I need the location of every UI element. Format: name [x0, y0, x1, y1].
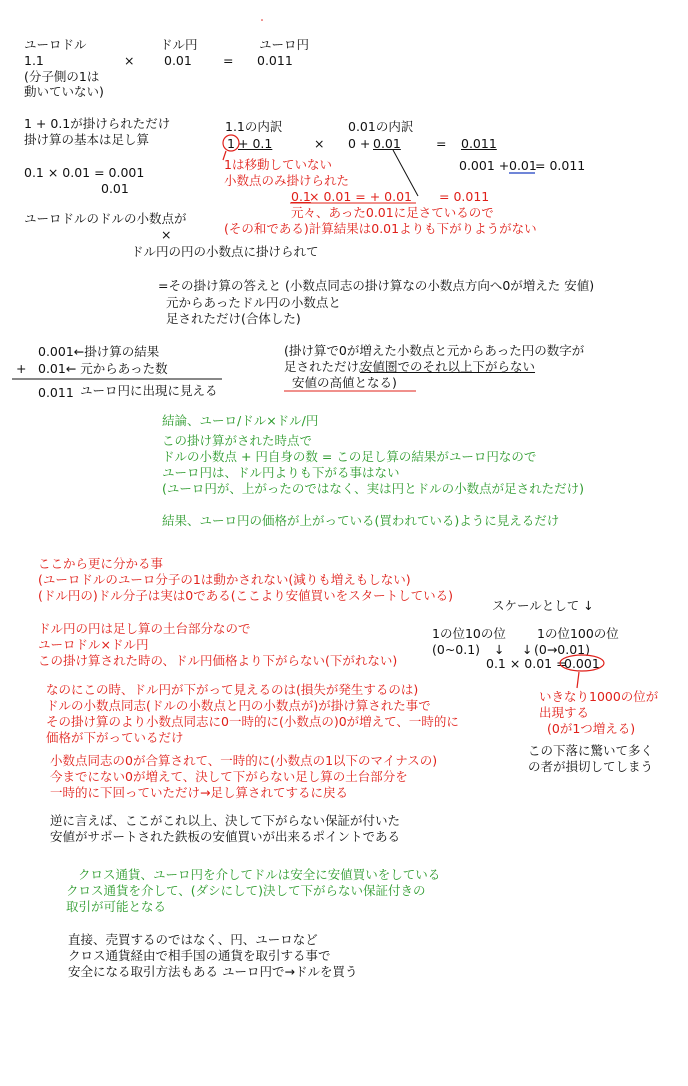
scale-loss-line2: の者が損切してしまう: [528, 759, 654, 774]
numerator-note-line2: 動いていない): [24, 84, 104, 99]
further-line2: (ユーロドルのユーロ分子の1は動かされない(減りも増えもしない): [38, 572, 411, 587]
further-line1: ここから更に分かる事: [38, 556, 164, 571]
answer-line3: 足されただけ(合体した): [166, 311, 301, 326]
equals-sign: =: [223, 53, 234, 68]
scale-result-circle: [560, 655, 604, 671]
conversely-line1: 逆に言えば、ここがこれ以上、決して下がらない保証が付いた: [50, 813, 401, 828]
scale-note1: いきなり1000の位が: [539, 689, 659, 704]
loss-line5: 小数点同志の0が合算されて、一時的に(小数点の1以下のマイナスの): [50, 753, 438, 768]
note-mult-expr: × 0.01 = + 0.01: [309, 189, 412, 204]
breakdown-equals: =: [436, 136, 447, 151]
times-sign: ×: [124, 53, 135, 68]
addition-line1: 0.001←掛け算の結果: [38, 344, 160, 359]
circle-one-arrow: [223, 151, 226, 160]
conclusion-line1: 結論、ユーロ/ドル×ドル/円: [162, 413, 319, 428]
breakdown-zero-plus: 0 +: [348, 136, 371, 151]
sum-part-b: 0.01: [509, 158, 537, 173]
scale-header-right: 1の位100の位: [537, 626, 619, 641]
breakdown-plus-0-1: + 0.1: [238, 136, 273, 151]
scale-header-left: 1の位10の位: [432, 626, 506, 641]
addition-result-note: ユーロ円に出現に見える: [80, 383, 218, 398]
numerator-note-line1: (分子側の1は: [24, 69, 100, 84]
scale-range-right: (0→0.01): [534, 642, 591, 657]
addition-line2: 0.01← 元からあった数: [38, 361, 168, 376]
conclusion-line6: 結果、ユーロ円の価格が上がっている(買われている)ように見えるだけ: [162, 513, 560, 528]
scale-arrow-left: ↓: [494, 642, 505, 657]
direct-line1: 直接、売買するのではなく、円、ユーロなど: [68, 932, 318, 947]
paren-note-line2b: 安値圏でのそれ以上下がらない: [360, 359, 536, 374]
answer-line1: =その掛け算の答えと (小数点同志の掛け算なの小数点方向へ0が増えた 安値): [158, 278, 595, 293]
direct-line2: クロス通貨経由で相手国の通貨を取引する事で: [68, 948, 331, 963]
addition-result: 0.011: [38, 385, 74, 400]
addition-plus: +: [16, 361, 27, 376]
dot-line2: ドル円の円の小数点に掛けられて: [131, 244, 319, 259]
note-cannot-fall: (その和である)計算結果は0.01よりも下がりようがない: [224, 221, 537, 236]
scale-result: 0.001: [564, 656, 600, 671]
loss-line3: その掛け算のより小数点同志に0一時的に(小数点の)0が増えて、一時的に: [46, 714, 459, 729]
further-line6: この掛け算された時の、ドル円価格より下がらない(下がれない): [38, 653, 398, 668]
note-not-moved: 1は移動していない: [224, 157, 332, 172]
breakdown-result: 0.011: [461, 136, 497, 151]
breakdown-0-01-title: 0.01の内訳: [348, 119, 414, 134]
calc-line2: 0.01: [101, 181, 129, 196]
further-line3: (ドル円の)ドル分子は実は0である(ここより安値買いをスタートしている): [38, 588, 453, 603]
conversely-line2: 安値がサポートされた鉄板の安値買いが出来るポイントである: [50, 829, 401, 844]
note-added: 元々、あった0.01に足さているので: [291, 205, 494, 220]
scale-range-left: (0~0.1): [432, 642, 481, 657]
link-0-01-line: [393, 150, 418, 196]
breakdown-one: 1: [227, 136, 235, 151]
scale-loss-line1: この下落に驚いて多く: [528, 743, 654, 758]
value-usdjpy: 0.01: [164, 53, 192, 68]
mult-caption-line1: 1 + 0.1が掛けられただけ: [24, 116, 171, 131]
scale-equation: 0.1 × 0.01 =: [486, 656, 567, 671]
paren-note-line3: 安値の高値となる): [292, 375, 397, 390]
scale-title: スケールとして ↓: [492, 598, 594, 613]
breakdown-times: ×: [314, 136, 325, 151]
note-mult-result: = 0.011: [439, 189, 490, 204]
header-eurusd: ユーロドル: [24, 37, 87, 52]
loss-line1: なのにこの時、ドル円が下がって見えるのは(損失が発生するのは): [46, 682, 419, 697]
scale-arrow-right: ↓: [522, 642, 533, 657]
answer-line2: 元からあったドル円の小数点と: [166, 295, 341, 310]
cross-line1: クロス通貨、ユーロ円を介してドルは安全に安値買いをしている: [78, 867, 441, 882]
circle-one: [223, 135, 239, 151]
note-0-1: 0.1: [291, 189, 311, 204]
breakdown-1-1-title: 1.1の内訳: [225, 119, 283, 134]
sum-part-a: 0.001 +: [459, 158, 510, 173]
further-line5: ユーロドル×ドル円: [38, 637, 149, 652]
conclusion-line5: (ユーロ円が、上がったのではなく、実は円とドルの小数点が足されただけ): [162, 481, 585, 496]
value-eurusd: 1.1: [24, 53, 44, 68]
cross-line2: クロス通貨を介して、(ダシにして)決して下がらない保証付きの: [66, 883, 426, 898]
scale-note3: (0が1つ増える): [547, 721, 636, 736]
scale-note2: 出現する: [539, 705, 590, 720]
dot-line1: ユーロドルのドルの小数点が: [24, 211, 187, 226]
loss-line6: 今までにない0が増えて、決して下がらない足し算の土台部分を: [50, 769, 408, 784]
sum-part-c: = 0.011: [535, 158, 586, 173]
stray-dot: [261, 19, 263, 21]
note-only-decimal: 小数点のみ掛けられた: [224, 173, 350, 188]
dot-line-times: ×: [161, 227, 172, 242]
calc-line1: 0.1 × 0.01 = 0.001: [24, 165, 145, 180]
header-eurjpy: ユーロ円: [259, 37, 310, 52]
conclusion-line4: ユーロ円は、ドル円よりも下がる事はない: [162, 465, 400, 480]
breakdown-0-01: 0.01: [373, 136, 401, 151]
conclusion-line3: ドルの小数点 + 円自身の数 = この足し算の結果がユーロ円なので: [162, 449, 537, 464]
further-line4: ドル円の円は足し算の土台部分なので: [38, 621, 251, 636]
cross-line3: 取引が可能となる: [66, 899, 167, 914]
loss-line2: ドルの小数点同志(ドルの小数点と円の小数点が)が掛け算された事で: [46, 698, 431, 713]
scale-result-arrow: [577, 672, 579, 688]
loss-line4: 価格が下がっているだけ: [46, 730, 184, 745]
conclusion-line2: この掛け算がされた時点で: [162, 433, 313, 448]
value-eurjpy: 0.011: [257, 53, 293, 68]
paren-note-line1: (掛け算で0が増えた小数点と元からあった円の数字が: [284, 343, 585, 358]
paren-note-line2a: 足されただけ。: [284, 359, 372, 374]
loss-line7: 一時的に下回っていただけ→足し算されてするに戻る: [50, 785, 348, 800]
direct-line3: 安全になる取引方法もある ユーロ円で→ドルを買う: [68, 964, 358, 979]
mult-caption-line2: 掛け算の基本は足し算: [24, 132, 150, 147]
header-usdjpy: ドル円: [160, 37, 198, 52]
